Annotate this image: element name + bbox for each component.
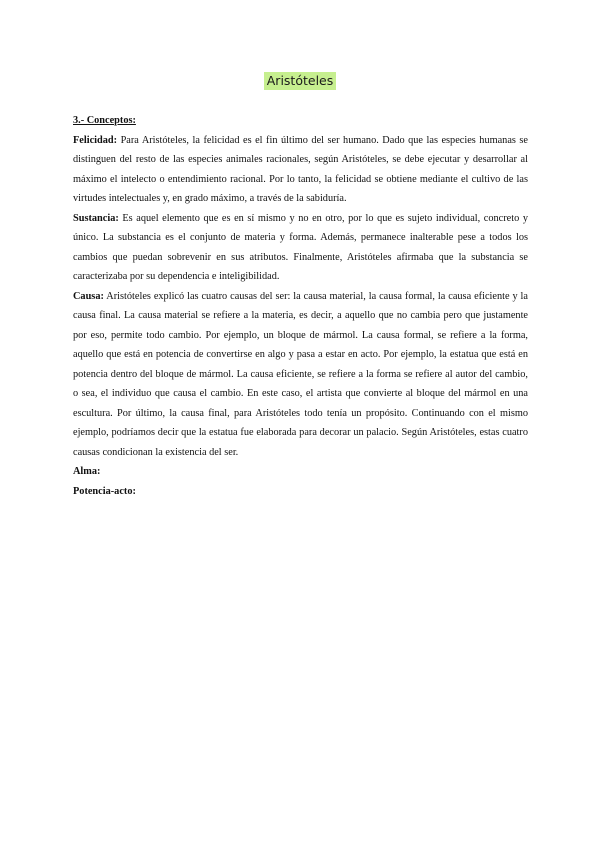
paragraph-text: Aristóteles explicó las cuatro causas del ser: la causa material, la causa formal, la causa eficiente y la causa final. La causa material se refiere a la materia, es decir, a aquello que no cambia pero que justamente por eso, permite todo cambio. Por ejemplo, un bloque de mármol. La causa formal, se refiere a la forma, aquello que está en potencia de convertirse en algo y pasa a estar en acto. Por ejemplo, la estatua que está en potencia dentro del bloque de mármol. La causa eficiente, se refiere a la forma se refiere al autor del cambio, o sea, el individuo que causa el cambio. En este caso, el artista que convierte al bloque del mármol en una escultura. Por último, la causa final, para Aristóteles todo tenía un propósito. Continuando con el mismo ejemplo, podríamos decir que la estatua fue elaborada para decorar un palacio. Según Aristóteles, estas cuatro causas condicionan la existencia del ser. bbox=[73, 290, 528, 458]
title-container bbox=[0, 72, 600, 90]
paragraph-sustancia bbox=[73, 209, 528, 287]
paragraph-text: Es aquel elemento que es en sí mismo y no en otro, por lo que es sujeto individual, concreto y único. La substancia es el conjunto de materia y forma. Además, permanece inalterable pese a todos los cambios que puedan sobrevenir en sus atributos. Finalmente, Aristóteles afirmaba que la substancia se caracterizaba por su dependencia e inteligibilidad. bbox=[73, 212, 528, 282]
term-alma: Alma: bbox=[73, 466, 101, 477]
term-potencia-acto: Potencia-acto: bbox=[73, 485, 136, 497]
paragraph-text: Para Aristóteles, la felicidad es el fin último del ser humano. Dado que las especies humanas se distinguen del resto de las especies animales racionales, según Aristóteles, se debe ejecutar y desarrollar al máximo el intelecto o entendimiento racional. Por lo tanto, la felicidad se obtiene mediante el cultivo de las virtudes intelectuales y, en grado máximo, a través de la sabiduría. bbox=[73, 134, 528, 204]
page-title: Aristóteles bbox=[264, 72, 337, 90]
term-label: Sustancia: bbox=[73, 212, 119, 224]
paragraph-felicidad bbox=[73, 131, 528, 209]
paragraph-causa bbox=[73, 287, 528, 463]
term-label: Causa: bbox=[73, 290, 104, 302]
section-heading: 3.- Conceptos: bbox=[73, 115, 136, 126]
document-body bbox=[73, 111, 528, 501]
term-label: Felicidad: bbox=[73, 134, 118, 146]
